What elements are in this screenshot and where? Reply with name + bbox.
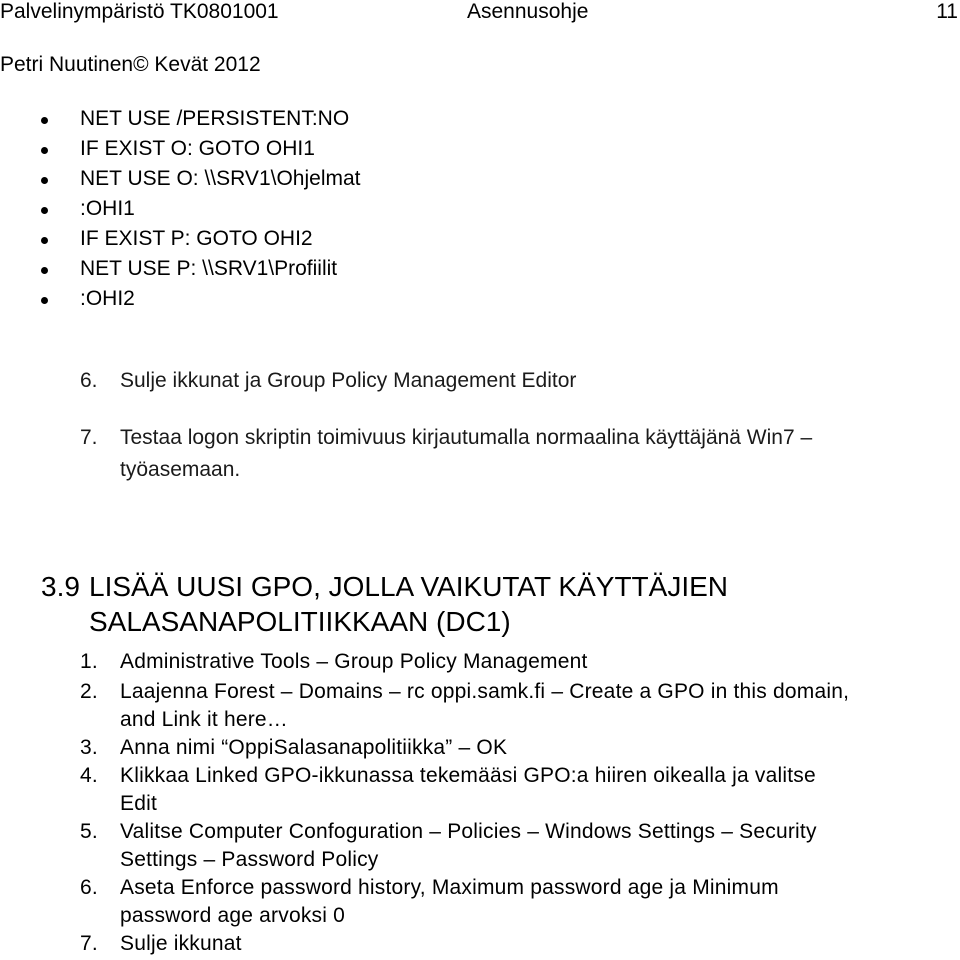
section-number: 3.9: [41, 571, 80, 602]
script-line: NET USE O: \\SRV1\Ohjelmat: [80, 167, 361, 190]
bullet-icon: [41, 147, 48, 154]
script-line: NET USE /PERSISTENT:NO: [80, 107, 350, 130]
bullet-icon: [41, 117, 48, 124]
author-line: Petri Nuutinen© Kevät 2012: [0, 53, 261, 76]
script-line: IF EXIST P: GOTO OHI2: [80, 227, 313, 250]
bullet-icon: [41, 237, 48, 244]
script-line: :OHI1: [80, 197, 135, 220]
step-text: Sulje ikkunat ja Group Policy Management Editor: [120, 369, 577, 392]
step-text: Administrative Tools – Group Policy Management: [120, 650, 588, 673]
bullet-icon: [41, 207, 48, 214]
step-text: Testaa logon skriptin toimivuus kirjautumalla normaalina käyttäjänä Win7 –: [120, 426, 813, 449]
step-text: Aseta Enforce password history, Maximum password age ja Minimum: [120, 876, 779, 899]
step-number: 4.: [80, 764, 98, 787]
step-text: Sulje ikkunat: [120, 932, 242, 955]
step-text: Settings – Password Policy: [120, 848, 379, 871]
section-heading: SALASANAPOLITIIKKAAN (DC1): [89, 606, 511, 637]
step-text: työasemaan.: [120, 458, 241, 481]
step-number: 7.: [80, 426, 98, 449]
step-number: 6.: [80, 876, 98, 899]
step-text: Anna nimi “OppiSalasanapolitiikka” – OK: [120, 736, 508, 759]
step-number: 1.: [80, 650, 98, 673]
step-text: Valitse Computer Confoguration – Policies – Windows Settings – Security: [120, 820, 817, 843]
document-type: Asennusohje: [467, 0, 589, 23]
script-line: :OHI2: [80, 287, 135, 310]
step-number: 7.: [80, 932, 98, 955]
script-line: NET USE P: \\SRV1\Profiilit: [80, 257, 338, 280]
bullet-icon: [41, 177, 48, 184]
step-text: and Link it here…: [120, 708, 288, 731]
step-text: Klikkaa Linked GPO-ikkunassa tekemääsi GPO:a hiiren oikealla ja valitse: [120, 764, 816, 787]
page-number: 11: [936, 0, 958, 23]
step-text: password age arvoksi 0: [120, 904, 346, 927]
step-number: 2.: [80, 680, 98, 703]
bullet-icon: [41, 297, 48, 304]
script-line: IF EXIST O: GOTO OHI1: [80, 137, 315, 160]
step-number: 5.: [80, 820, 98, 843]
section-heading: LISÄÄ UUSI GPO, JOLLA VAIKUTAT KÄYTTÄJIEN: [89, 571, 728, 602]
step-number: 3.: [80, 736, 98, 759]
step-text: Edit: [120, 792, 157, 815]
bullet-icon: [41, 267, 48, 274]
step-number: 6.: [80, 369, 98, 392]
document-title: Palvelinympäristö TK0801001: [0, 0, 279, 23]
step-text: Laajenna Forest – Domains – rc oppi.samk.fi – Create a GPO in this domain,: [120, 680, 850, 703]
